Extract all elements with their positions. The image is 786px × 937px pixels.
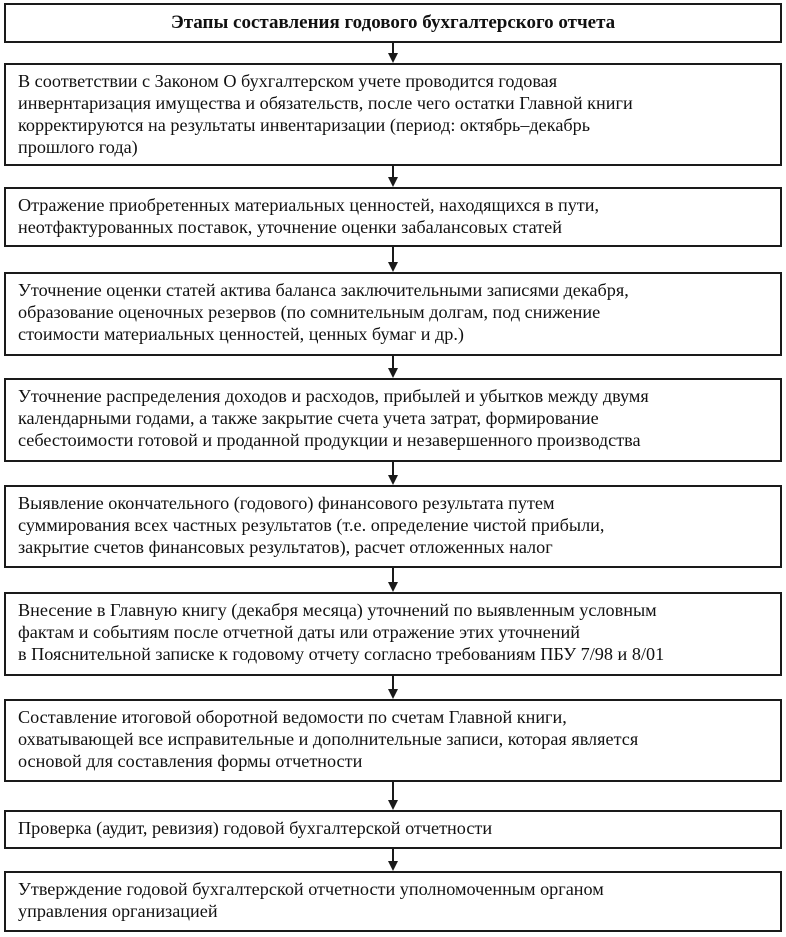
arrow-9-head — [388, 861, 398, 871]
arrow-4-head — [388, 368, 398, 378]
step-5-line-3: закрытие счетов финансовых результатов), расчет отложенных налог — [18, 537, 553, 557]
step-1-line-2: инвернтаризация имущества и обязательств, после чего остатки Главной книги — [18, 93, 633, 113]
step-2-line-1: Отражение приобретенных материальных ценностей, находящихся в пути, — [18, 195, 600, 215]
step-6-line-2: фактам и событиям после отчетной даты или отражение этих уточнений — [18, 622, 580, 642]
arrow-6-head — [388, 582, 398, 592]
step-box-1 — [4, 63, 782, 166]
step-3-line-1: Уточнение оценки статей актива баланса заключительными записями декабря, — [18, 280, 629, 300]
step-box-5 — [4, 485, 782, 568]
arrow-8-head — [388, 800, 398, 810]
step-box-9 — [4, 871, 782, 932]
step-4-line-1: Уточнение распределения доходов и расходов, прибылей и убытков между двумя — [18, 386, 649, 406]
step-9-line-2: управления организацией — [18, 901, 218, 921]
diagram-title: Этапы составления годового бухгалтерского отчета — [170, 12, 616, 33]
step-box-3 — [4, 272, 782, 356]
step-5-line-1: Выявление окончательного (годового) финансового результата путем — [18, 493, 555, 513]
step-1-line-1: В соответствии с Законом О бухгалтерском учете проводится годовая — [18, 71, 558, 91]
step-box-8 — [4, 810, 782, 849]
step-box-7 — [4, 699, 782, 782]
arrow-7-head — [388, 689, 398, 699]
step-8-line-1: Проверка (аудит, ревизия) годовой бухгалтерской отчетности — [18, 818, 493, 838]
step-5-line-2: суммирования всех частных результатов (т.е. определение чистой прибыли, — [18, 515, 605, 535]
step-6-line-3: в Пояснительной записке к годовому отчету согласно требованиям ПБУ 7/98 и 8/01 — [18, 644, 665, 664]
arrow-5-head — [388, 475, 398, 485]
step-7-line-3: основой для составления формы отчетности — [18, 751, 363, 771]
step-3-line-2: образование оценочных резервов (по сомнительным долгам, под снижение — [18, 302, 601, 322]
step-7-line-1: Составление итоговой оборотной ведомости по счетам Главной книги, — [18, 707, 567, 727]
step-9-line-1: Утверждение годовой бухгалтерской отчетности уполномоченным органом — [18, 879, 604, 899]
arrow-3-head — [388, 262, 398, 272]
step-6-line-1: Внесение в Главную книгу (декабря месяца) уточнений по выявленным условным — [18, 600, 657, 620]
step-7-line-2: охватывающей все исправительные и дополнительные записи, которая является — [18, 729, 639, 749]
arrow-2-head — [388, 177, 398, 187]
step-2-line-2: неотфактурованных поставок, уточнение оценки забалансовых статей — [18, 217, 562, 237]
step-3-line-3: стоимости материальных ценностей, ценных бумаг и др.) — [18, 324, 464, 344]
step-box-2 — [4, 187, 782, 247]
step-1-line-4: прошлого года) — [18, 137, 138, 157]
step-box-6 — [4, 592, 782, 676]
diagram-title-box — [4, 3, 782, 43]
step-4-line-2: календарными годами, а также закрытие счета учета затрат, формирование — [18, 408, 599, 428]
arrow-1-head — [388, 53, 398, 63]
step-4-line-3: себестоимости готовой и проданной продукции и незавершенного производства — [18, 430, 641, 450]
step-box-4 — [4, 378, 782, 462]
step-1-line-3: корректируются на результаты инвентаризации (период: октябрь–декабрь — [18, 115, 591, 135]
